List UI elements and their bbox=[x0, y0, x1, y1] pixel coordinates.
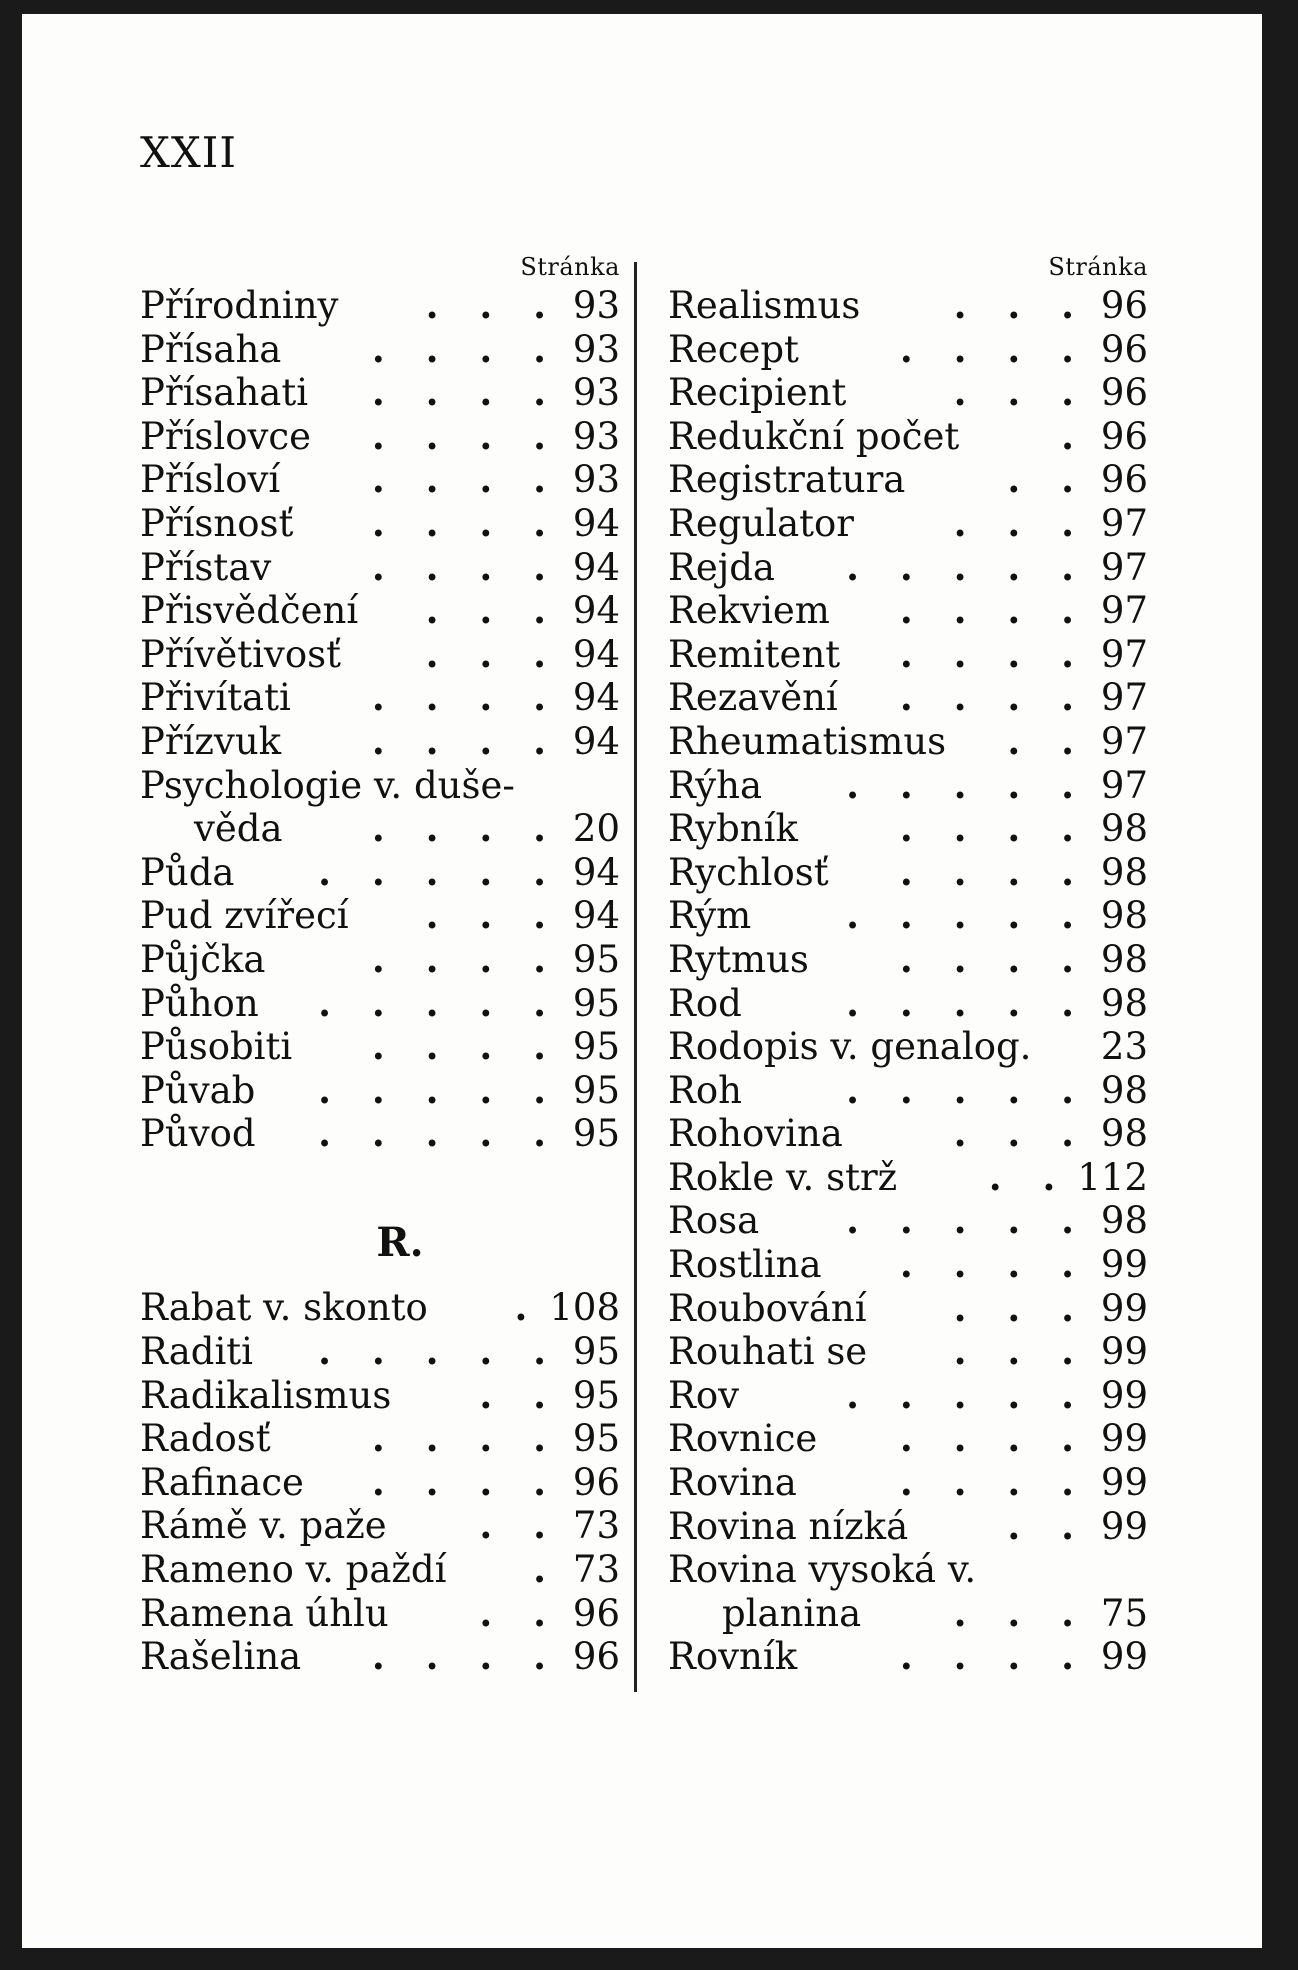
entry-page-number: 98 bbox=[1100, 937, 1148, 981]
entry-leader-dots: . bbox=[1061, 414, 1088, 458]
entry-leader-dots: . . . bbox=[425, 284, 560, 327]
index-entry bbox=[668, 1243, 1148, 1287]
scan-border-bottom bbox=[0, 1948, 1298, 1970]
column-header-left: Stránka bbox=[520, 253, 620, 281]
entry-leader-dots: . . . . . bbox=[846, 1373, 1088, 1417]
entry-page-number: 96 bbox=[572, 1635, 620, 1679]
entry-term: Rod bbox=[668, 981, 742, 1025]
index-entry bbox=[668, 458, 1148, 502]
left-entries-p bbox=[140, 284, 620, 1156]
entry-leader-dots: . . bbox=[1007, 1504, 1088, 1548]
entry-leader-dots: . . . . bbox=[371, 1025, 560, 1069]
entry-page-number: 98 bbox=[1100, 850, 1148, 894]
entry-term: Půhon bbox=[140, 981, 259, 1025]
entry-term: Rezavění bbox=[668, 676, 838, 720]
entry-page-number: 73 bbox=[572, 1548, 620, 1592]
entry-page-number: 97 bbox=[1100, 501, 1148, 545]
entry-page-number: 96 bbox=[1100, 284, 1148, 327]
entry-term: Rekviem bbox=[668, 589, 830, 633]
entry-leader-dots: . . . . . bbox=[846, 545, 1088, 589]
entry-term: Přivítati bbox=[140, 676, 291, 720]
scan-border-right bbox=[1262, 0, 1298, 1970]
entry-leader-dots: . . . . bbox=[371, 545, 560, 589]
entry-term: Ramena úhlu bbox=[140, 1591, 389, 1635]
index-entry bbox=[668, 764, 1148, 808]
entry-leader-dots: . . . . . bbox=[318, 850, 560, 894]
entry-leader-dots: . . . bbox=[953, 284, 1088, 327]
entry-page-number: 98 bbox=[1100, 1199, 1148, 1243]
entry-page-number: 99 bbox=[1100, 1504, 1148, 1548]
index-entry bbox=[140, 415, 620, 459]
scan-border-top bbox=[22, 0, 1262, 14]
entry-term: Radikalismus bbox=[140, 1373, 392, 1417]
entry-leader-dots: . . . bbox=[953, 1591, 1088, 1635]
index-entry bbox=[668, 1156, 1148, 1200]
entry-leader-dots: . . . bbox=[953, 371, 1088, 415]
entry-page-number: 73 bbox=[572, 1504, 620, 1548]
entry-leader-dots: . . . bbox=[953, 1330, 1088, 1374]
entry-page-number: 99 bbox=[1100, 1330, 1148, 1374]
entry-term: Psychologie v. duše- bbox=[140, 763, 515, 807]
entry-page-number: 23 bbox=[1100, 1025, 1148, 1069]
entry-leader-dots: . . . . . bbox=[846, 1199, 1088, 1243]
entry-term: Redukční počet bbox=[668, 414, 960, 458]
entry-leader-dots: . . . . . bbox=[846, 894, 1088, 938]
index-entry bbox=[140, 589, 620, 633]
entry-term: Přízvuk bbox=[140, 719, 282, 763]
entry-page-number: 94 bbox=[572, 545, 620, 589]
entry-term: Rychlosť bbox=[668, 850, 829, 894]
index-entry bbox=[668, 1025, 1148, 1069]
entry-term: Půvab bbox=[140, 1068, 256, 1112]
entry-leader-dots: . . bbox=[479, 1373, 560, 1417]
index-entry bbox=[140, 328, 620, 372]
index-entry bbox=[668, 1287, 1148, 1331]
entry-term: Přisvědčení bbox=[140, 589, 359, 633]
entry-page-number: 94 bbox=[572, 676, 620, 720]
index-entry bbox=[668, 1199, 1148, 1243]
entry-page-number: 97 bbox=[1100, 676, 1148, 720]
index-entry bbox=[140, 1069, 620, 1113]
left-entries-r bbox=[140, 1286, 620, 1678]
entry-term: Rohovina bbox=[668, 1112, 843, 1156]
index-entry bbox=[140, 676, 620, 720]
entry-term: Pud zvířecí bbox=[140, 894, 349, 938]
index-entry bbox=[668, 1548, 1148, 1592]
entry-term: Recipient bbox=[668, 371, 847, 415]
entry-leader-dots: . . . . . bbox=[318, 1330, 560, 1374]
entry-page-number: 96 bbox=[1100, 458, 1148, 502]
entry-leader-dots: . . . . bbox=[899, 807, 1088, 851]
entry-page-number: 94 bbox=[572, 850, 620, 894]
entry-leader-dots: . . . . bbox=[371, 937, 560, 981]
entry-term: Rovina bbox=[668, 1461, 797, 1505]
index-entry bbox=[140, 720, 620, 764]
index-entry bbox=[140, 284, 620, 328]
entry-term: Rovina vysoká v. bbox=[668, 1548, 977, 1592]
index-entry bbox=[140, 371, 620, 415]
index-entry bbox=[140, 1417, 620, 1461]
index-entry bbox=[140, 1286, 620, 1330]
entry-term: Přísahati bbox=[140, 371, 309, 415]
section-spacer bbox=[140, 1156, 620, 1200]
entry-leader-dots: . . . bbox=[425, 894, 560, 938]
entry-page-number: 93 bbox=[572, 458, 620, 502]
entry-term: Rafinace bbox=[140, 1460, 304, 1504]
index-column-right bbox=[668, 250, 1148, 1679]
entry-leader-dots: . . . . bbox=[371, 458, 560, 502]
column-divider bbox=[634, 262, 637, 1692]
entry-page-number: 95 bbox=[572, 981, 620, 1025]
entry-leader-dots: . . . . bbox=[899, 1461, 1088, 1505]
entry-leader-dots: . . . bbox=[953, 1112, 1088, 1156]
entry-term: Remitent bbox=[668, 632, 841, 676]
entry-leader-dots: . . . . bbox=[899, 1243, 1088, 1287]
index-entry bbox=[668, 546, 1148, 590]
entry-term: Rovník bbox=[668, 1635, 798, 1679]
entry-leader-dots: . . . . bbox=[899, 676, 1088, 720]
index-entry bbox=[668, 982, 1148, 1026]
entry-page-number: 94 bbox=[572, 719, 620, 763]
index-entry bbox=[668, 284, 1148, 328]
entry-leader-dots: . . bbox=[1007, 719, 1088, 763]
entry-page-number: 98 bbox=[1100, 894, 1148, 938]
entry-page-number: 75 bbox=[1100, 1591, 1148, 1635]
entry-term: Radosť bbox=[140, 1417, 271, 1461]
index-entry bbox=[668, 1112, 1148, 1156]
entry-leader-dots: . . . . bbox=[899, 632, 1088, 676]
index-entry bbox=[668, 371, 1148, 415]
entry-page-number: 98 bbox=[1100, 1112, 1148, 1156]
entry-page-number: 94 bbox=[572, 632, 620, 676]
index-entry bbox=[140, 764, 620, 808]
entry-term: Roh bbox=[668, 1068, 742, 1112]
entry-term: Původ bbox=[140, 1112, 256, 1156]
index-entry bbox=[668, 1374, 1148, 1418]
index-entry bbox=[668, 633, 1148, 677]
entry-term: Působiti bbox=[140, 1025, 293, 1069]
index-entry bbox=[668, 415, 1148, 459]
entry-page-number: 93 bbox=[572, 414, 620, 458]
entry-term: Rheumatismus bbox=[668, 719, 947, 763]
index-entry bbox=[668, 720, 1148, 764]
entry-page-number: 94 bbox=[572, 894, 620, 938]
entry-term: Rýha bbox=[668, 763, 762, 807]
entry-page-number: 97 bbox=[1100, 763, 1148, 807]
index-entry bbox=[668, 1417, 1148, 1461]
entry-term: Přístav bbox=[140, 545, 272, 589]
entry-page-number: 97 bbox=[1100, 589, 1148, 633]
entry-page-number: 96 bbox=[1100, 414, 1148, 458]
entry-leader-dots: . . . . bbox=[899, 327, 1088, 371]
entry-page-number: 96 bbox=[572, 1591, 620, 1635]
entry-leader-dots: . . bbox=[479, 1591, 560, 1635]
index-entry bbox=[140, 1548, 620, 1592]
entry-leader-dots: . . bbox=[479, 1504, 560, 1548]
page-number: XXII bbox=[140, 128, 237, 177]
index-entry bbox=[668, 1635, 1148, 1679]
entry-leader-dots: . . . bbox=[953, 501, 1088, 545]
entry-term: planina bbox=[722, 1591, 862, 1635]
entry-leader-dots: . . . bbox=[953, 1286, 1088, 1330]
entry-term: Rytmus bbox=[668, 937, 809, 981]
entry-leader-dots: . . . . bbox=[371, 1460, 560, 1504]
entry-term: Rosa bbox=[668, 1199, 760, 1243]
column-header-right: Stránka bbox=[1048, 253, 1148, 281]
entry-leader-dots: . bbox=[533, 1548, 560, 1592]
index-entry bbox=[140, 1112, 620, 1156]
entry-leader-dots: . . . bbox=[425, 632, 560, 676]
index-entry bbox=[140, 1025, 620, 1069]
index-entry bbox=[668, 1505, 1148, 1549]
entry-leader-dots: . . . . bbox=[371, 414, 560, 458]
entry-page-number: 94 bbox=[572, 501, 620, 545]
index-entry bbox=[668, 1330, 1148, 1374]
entry-page-number: 98 bbox=[1100, 807, 1148, 851]
entry-page-number: 112 bbox=[1077, 1155, 1148, 1199]
entry-page-number: 94 bbox=[572, 589, 620, 633]
entry-term: věda bbox=[194, 807, 283, 851]
index-entry bbox=[668, 1592, 1148, 1636]
entry-page-number: 99 bbox=[1100, 1461, 1148, 1505]
entry-page-number: 97 bbox=[1100, 719, 1148, 763]
entry-term: Půda bbox=[140, 850, 235, 894]
entry-page-number: 99 bbox=[1100, 1286, 1148, 1330]
index-entry bbox=[668, 676, 1148, 720]
entry-term: Rostlina bbox=[668, 1243, 822, 1287]
entry-term: Rejda bbox=[668, 545, 775, 589]
index-entry bbox=[140, 1461, 620, 1505]
entry-leader-dots: . . . . bbox=[371, 719, 560, 763]
entry-term: Rodopis v. genalog. bbox=[668, 1025, 1032, 1069]
entry-page-number: 99 bbox=[1100, 1417, 1148, 1461]
index-entry bbox=[668, 328, 1148, 372]
index-entry bbox=[140, 1635, 620, 1679]
index-entry bbox=[668, 589, 1148, 633]
entry-leader-dots: . . . . . bbox=[318, 1112, 560, 1156]
entry-term: Rov bbox=[668, 1373, 740, 1417]
entry-page-number: 95 bbox=[572, 1112, 620, 1156]
entry-page-number: 97 bbox=[1100, 545, 1148, 589]
index-entry bbox=[140, 938, 620, 982]
entry-leader-dots: . . . . bbox=[371, 807, 560, 851]
scan-border-left bbox=[0, 0, 22, 1970]
entry-term: Rouhati se bbox=[668, 1330, 868, 1374]
entry-page-number: 97 bbox=[1100, 632, 1148, 676]
right-entries-r bbox=[668, 284, 1148, 1679]
entry-term: Rovnice bbox=[668, 1417, 818, 1461]
entry-leader-dots: . . . . . bbox=[318, 981, 560, 1025]
index-entry bbox=[668, 502, 1148, 546]
entry-leader-dots: . . . . bbox=[899, 589, 1088, 633]
entry-term: Rokle v. strž bbox=[668, 1155, 898, 1199]
section-letter-r: R. bbox=[376, 1219, 424, 1267]
index-entry bbox=[668, 938, 1148, 982]
entry-page-number: 96 bbox=[1100, 327, 1148, 371]
entry-leader-dots: . . . . bbox=[371, 1417, 560, 1461]
entry-term: Přísnosť bbox=[140, 501, 294, 545]
entry-page-number: 96 bbox=[572, 1460, 620, 1504]
index-entry bbox=[668, 807, 1148, 851]
index-entry bbox=[140, 546, 620, 590]
entry-leader-dots: . . bbox=[988, 1155, 1070, 1199]
entry-page-number: 95 bbox=[572, 1330, 620, 1374]
entry-leader-dots: . . . . bbox=[371, 501, 560, 545]
index-entry bbox=[140, 502, 620, 546]
entry-term: Regulator bbox=[668, 501, 854, 545]
entry-leader-dots: . . . . bbox=[899, 1635, 1088, 1679]
index-column-left bbox=[140, 250, 620, 1679]
entry-term: Rašelina bbox=[140, 1635, 302, 1679]
index-entry bbox=[140, 458, 620, 502]
index-entry bbox=[140, 1504, 620, 1548]
entry-page-number: 20 bbox=[572, 807, 620, 851]
index-entry bbox=[140, 633, 620, 677]
entry-leader-dots: . . . bbox=[425, 589, 560, 633]
entry-term: Přírodniny bbox=[140, 284, 339, 327]
entry-term: Realismus bbox=[668, 284, 861, 327]
entry-page-number: 95 bbox=[572, 1373, 620, 1417]
entry-leader-dots: . . . . bbox=[899, 937, 1088, 981]
entry-page-number: 98 bbox=[1100, 1068, 1148, 1112]
entry-term: Přísloví bbox=[140, 458, 281, 502]
entry-term: Rámě v. paže bbox=[140, 1504, 387, 1548]
entry-leader-dots: . . . . . bbox=[318, 1068, 560, 1112]
entry-leader-dots: . . . . bbox=[371, 1635, 560, 1679]
entry-page-number: 99 bbox=[1100, 1373, 1148, 1417]
entry-leader-dots: . . . . bbox=[899, 1417, 1088, 1461]
entry-term: Půjčka bbox=[140, 937, 266, 981]
entry-page-number: 99 bbox=[1100, 1243, 1148, 1287]
entry-leader-dots: . . bbox=[1007, 458, 1088, 502]
entry-page-number: 108 bbox=[549, 1286, 620, 1330]
entry-page-number: 98 bbox=[1100, 981, 1148, 1025]
entry-page-number: 93 bbox=[572, 371, 620, 415]
entry-term: Raditi bbox=[140, 1330, 253, 1374]
entry-term: Přísaha bbox=[140, 327, 282, 371]
entry-leader-dots: . . . . bbox=[371, 327, 560, 371]
entry-leader-dots: . . . . . bbox=[846, 763, 1088, 807]
entry-page-number: 95 bbox=[572, 1068, 620, 1112]
entry-leader-dots: . bbox=[514, 1286, 542, 1330]
entry-leader-dots: . . . . bbox=[371, 371, 560, 415]
entry-term: Rým bbox=[668, 894, 752, 938]
entry-term: Rameno v. paždí bbox=[140, 1548, 447, 1592]
index-entry bbox=[140, 807, 620, 851]
entry-leader-dots: . . . . . bbox=[846, 1068, 1088, 1112]
entry-term: Registratura bbox=[668, 458, 906, 502]
entry-leader-dots: . . . . . bbox=[846, 981, 1088, 1025]
index-entry bbox=[668, 851, 1148, 895]
index-entry bbox=[668, 1461, 1148, 1505]
index-entry bbox=[140, 894, 620, 938]
index-entry bbox=[140, 1374, 620, 1418]
entry-page-number: 93 bbox=[572, 284, 620, 327]
index-entry bbox=[140, 851, 620, 895]
entry-page-number: 95 bbox=[572, 1417, 620, 1461]
entry-term: Recept bbox=[668, 327, 799, 371]
entry-leader-dots: . . . . bbox=[899, 850, 1088, 894]
entry-page-number: 96 bbox=[1100, 371, 1148, 415]
entry-term: Rovina nízká bbox=[668, 1504, 909, 1548]
entry-page-number: 93 bbox=[572, 327, 620, 371]
entry-term: Rybník bbox=[668, 807, 798, 851]
index-entry bbox=[140, 1330, 620, 1374]
index-entry bbox=[668, 894, 1148, 938]
index-entry bbox=[140, 1592, 620, 1636]
index-entry bbox=[140, 982, 620, 1026]
entry-term: Roubování bbox=[668, 1286, 867, 1330]
entry-term: Přívětivosť bbox=[140, 632, 341, 676]
entry-page-number: 99 bbox=[1100, 1635, 1148, 1679]
entry-term: Rabat v. skonto bbox=[140, 1286, 428, 1330]
entry-page-number: 95 bbox=[572, 937, 620, 981]
entry-leader-dots: . . . . bbox=[371, 676, 560, 720]
index-entry bbox=[668, 1069, 1148, 1113]
entry-term: Příslovce bbox=[140, 414, 312, 458]
entry-page-number: 95 bbox=[572, 1025, 620, 1069]
